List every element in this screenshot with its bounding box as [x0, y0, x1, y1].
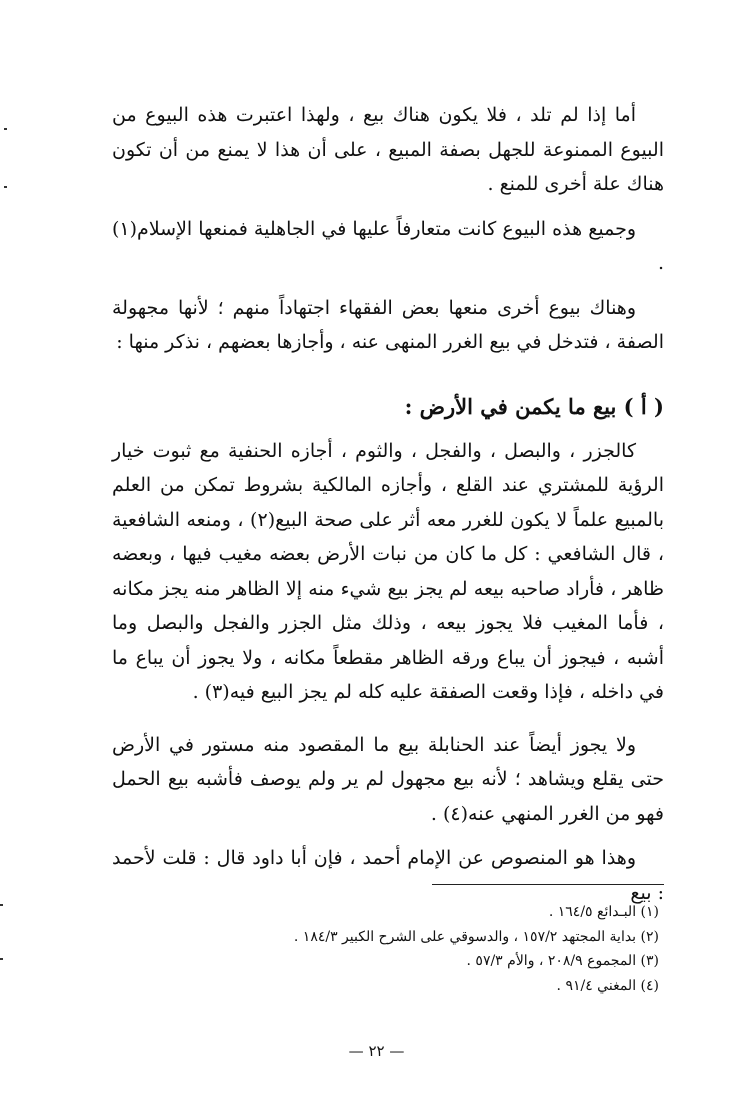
scan-mark	[0, 958, 3, 960]
paragraph-4: كالجزر ، والبصل ، والفجل ، والثوم ، أجازه الحنفية مع ثبوت خيار الرؤية للمشتري عند القلع ، وأجازه المالكية بشروط تمكن من العلم بالمبيع علماً لا يكون للغرر معه أثر على صحة البيع(٢) ، ومنعه الشافعية ، قال الشافعي : كل ما كان من نبات الأرض بعضه مغيب فيها ، وبعضه ظاهر ، فأراد صاحبه بيعه لم يجز بيع شيء منه إلا الظاهر منه يجز مكانه ، فأما المغيب فلا يجوز بيعه ، وذلك مثل الجزر والفجل والبصل وما أشبه ، فيجوز أن يباع ورقه الظاهر مقطعاً مكانه ، ولا يجوز أن يباع ما في داخله ، فإذا وقعت الصفقة عليه كله لم يجز البيع فيه(٣) .	[112, 439, 664, 703]
paragraph-1: أما إذا لم تلد ، فلا يكون هناك بيع ، ولهذا اعتبرت هذه البيوع من البيوع الممنوعة للجهل بصفة المبيع ، على أن هذا لا يمنع من أن تكون هناك علة أخرى للمنع .	[112, 104, 664, 195]
paragraph-2: وجميع هذه البيوع كانت متعارفاً عليها في الجاهلية فمنعها الإسلام(١) .	[112, 217, 664, 274]
page-body	[112, 98, 664, 910]
scan-mark	[0, 904, 3, 906]
footnote-1: (١) البـدائع ١٦٤/٥ .	[548, 904, 659, 920]
footnote-divider	[432, 884, 664, 885]
scan-mark	[4, 128, 7, 130]
page-number: — ٢٢ —	[348, 1042, 405, 1060]
paragraph-6: وهذا هو المنصوص عن الإمام أحمد ، فإن أبا داود قال : قلت لأحمد : بيع	[112, 847, 664, 904]
paragraph-3: وهناك بيوع أخرى منعها بعض الفقهاء اجتهاداً منهم ؛ لأنها مجهولة الصفة ، فتدخل في بيع الغرر المنهى عنه ، وأجازها بعضهم ، نذكر منها :	[112, 296, 664, 353]
footnote-4: (٤) المغني ٩١/٤ .	[556, 977, 659, 994]
footnote-2: (٢) بداية المجتهد ١٥٧/٢ ، والدسوقي على الشرح الكبير ١٨٤/٣ .	[293, 928, 659, 945]
scan-mark	[4, 186, 7, 188]
footnote-3: (٣) المجموع ٢٠٨/٩ ، والأم ٥٧/٣ .	[466, 953, 659, 969]
footnotes	[139, 900, 659, 998]
section-heading: ( أ ) بيع ما يكمن في الأرض :	[404, 393, 664, 419]
paragraph-5: ولا يجوز أيضاً عند الحنابلة بيع ما المقصود منه مستور في الأرض حتى يقلع ويشاهد ؛ لأنه بيع مجهول لم ير ولم يوصف فأشبه بيع الحمل فهو من الغرر المنهي عنه(٤) .	[112, 733, 664, 825]
